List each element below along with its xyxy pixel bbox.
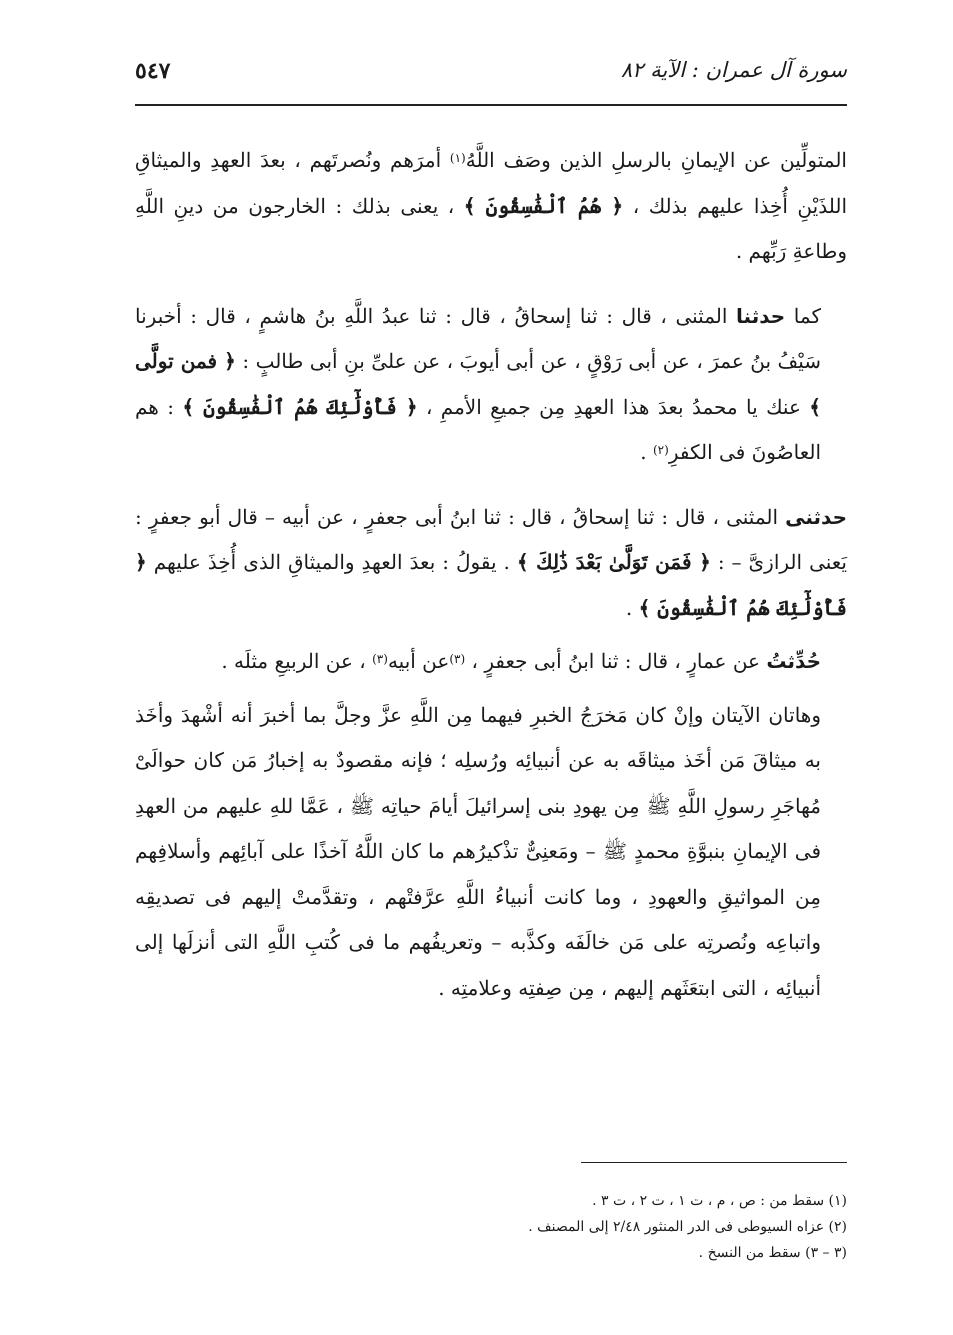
running-title: سورة آل عمران : الآية ٨٢: [620, 58, 847, 82]
text-run: المتولِّين عن الإيمانِ بالرسلِ الذين وصَف اللَّهُ: [465, 148, 847, 172]
text-run: : هم العاصُونَ فى الكفرِ: [135, 394, 821, 464]
quran-quote: ﴿ فمن تولَّى ﴾: [135, 349, 821, 419]
running-header: [135, 58, 847, 98]
narration-keyword: حدثنى: [785, 504, 847, 529]
footnotes: [135, 1188, 847, 1266]
footnote-2: (٢) عزاه السيوطى فى الدر المنثور ٢/٤٨ إلى المصنف .: [528, 1219, 847, 1235]
footnote-ref-1[interactable]: (١): [449, 151, 466, 165]
text-run: المثنى ، قال : ثنا إسحاقُ ، قال : ثنا عبدُ اللَّهِ بنُ هاشمٍ ، قال : أخبرنا سَيْفُ بنُ عمرَ ، عن أبى رَوْقٍ ، عن أبى أيوبَ ، عن علىِّ بنِ أبى طالبٍ :: [135, 303, 822, 373]
paragraph-2: [135, 294, 847, 476]
paragraph-1: [135, 138, 847, 275]
footnote-1: (١) سقط من : ص ، م ، ت ١ ، ت ٢ ، ت ٣ .: [592, 1193, 847, 1209]
footnote-3: (٣ – ٣) سقط من النسخ .: [698, 1245, 847, 1261]
text-run: عن أبيه: [387, 649, 450, 673]
footnote-ref-3a[interactable]: (٣): [449, 652, 466, 666]
footnote-ref-2[interactable]: (٢): [652, 443, 669, 457]
text-run: عنك يا محمدُ بعدَ هذا العهدِ مِن جميعِ الأممِ ،: [417, 394, 810, 419]
text-run: ، يعنى بذلك : الخارجون من دينِ اللَّهِ وطاعةِ رَبِّهم .: [135, 193, 847, 263]
quran-quote: ﴿ فَأُوْلَٰٓئِكَ هُمُ ٱلْفَٰسِقُونَ ﴾: [182, 394, 418, 419]
quran-quote: ﴿ هُمُ ٱلْفَٰسِقُونَ ﴾: [463, 193, 624, 218]
text-run: عن عمارٍ ، قال : ثنا ابنُ أبى جعفرٍ ،: [465, 649, 767, 673]
text-run: أمرَهم ونُصرتَهم ، بعدَ العهدِ والميثاقِ اللذَيْنِ أُخِذا عليهم بذلك ،: [135, 148, 847, 218]
narration-keyword: حدثنا: [736, 303, 786, 328]
paragraph-5: وهاتان الآيتان وإنْ كان مَخرَجُ الخبرِ فيهما مِن اللَّهِ عزَّ وجلَّ بما أخبرَ أنه أشْهدَ وأخَذ به ميثاقَ مَن أخَذ ميثاقَه به عن أنبيائِه ورُسلِه ؛ فإنه مقصودٌ به إخبارُ مَن كان حوالَىْ مُهاجَرِ رسولِ اللَّهِ ﷺ مِن يهودِ بنى إسرائيلَ أيامَ حياتِه ﷺ ، عَمَّا للهِ عليهم من العهدِ فى الإيمانِ بنبوَّةِ محمدٍ ﷺ – ومَعنِىٌّ تذْكيرُهم ما كان اللَّهُ آخذًا على آبائِهم وأسلافِهم مِن المواثيقِ والعهودِ ، وما كانت أنبياءُ اللَّهِ عرَّفتْهم ، وتقدَّمتْ إليهم فى تصديقِه واتباعِه ونُصرتِه على مَن خالَفَه وكذَّبه – وتعريفُهم ما فى كُتبِ اللَّهِ التى أنزلَها إلى أنبيائِه ، التى ابتعَثَهم إليهم ، مِن صِفتِه وعلامتِه .: [135, 702, 821, 1000]
text-run: .: [625, 595, 639, 620]
page-number: ٥٤٧: [135, 58, 171, 84]
footnote-divider: [581, 1162, 847, 1163]
quran-quote: ﴿ فَأُوْلَٰٓئِكَ هُمُ ٱلْفَٰسِقُونَ ﴾: [135, 550, 847, 620]
text-run: كما: [785, 303, 821, 328]
text-run: .: [640, 440, 653, 464]
header-divider: [135, 104, 847, 106]
text-run: . يقولُ : بعدَ العهدِ والميثاقِ الذى أُخِذَ عليهم: [146, 550, 517, 574]
text-run: ، عن الربيعِ مثلَه .: [221, 649, 373, 673]
paragraph-3: [135, 495, 847, 632]
text-run: المثنى ، قال : ثنا إسحاقُ ، قال : ثنا ابنُ أبى جعفرٍ ، عن أبيه – قال أبو جعفرٍ : يَعنى الرازىَّ – :: [135, 504, 847, 574]
narration-keyword: حُدِّثتُ: [766, 649, 821, 673]
paragraph-4: [135, 639, 847, 685]
main-text: [135, 138, 847, 1011]
quran-quote: ﴿ فَمَن تَوَلَّىٰ بَعْدَ ذَٰلِكَ ﴾: [516, 550, 711, 574]
footnote-ref-3b[interactable]: (٣): [372, 652, 388, 666]
